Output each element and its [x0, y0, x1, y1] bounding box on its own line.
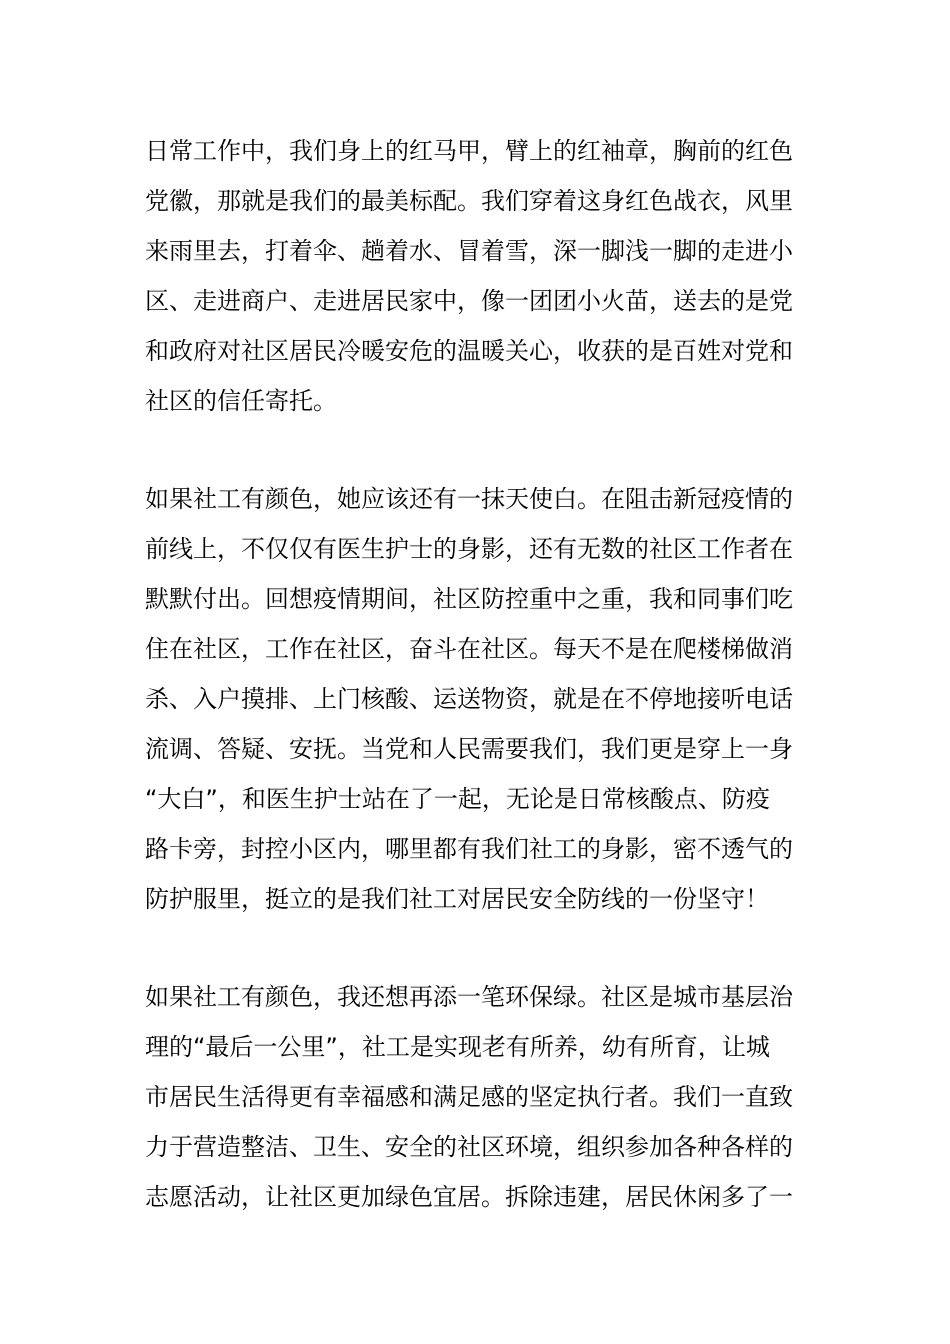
- text-line: 路卡旁，封控小区内，哪里都有我们社工的身影，密不透气的: [145, 835, 793, 863]
- paragraph-angel-white: [145, 474, 810, 924]
- text-line: 流调、答疑、安抚。当党和人民需要我们，我们更是穿上一身: [145, 735, 793, 763]
- text-line: 日常工作中，我们身上的红马甲，臂上的红袖章，胸前的红色: [145, 137, 793, 165]
- paragraph-eco-green: [145, 972, 810, 1222]
- text-line: 志愿活动，让社区更加绿色宜居。拆除违建，居民休闲多了一: [145, 1183, 793, 1211]
- text-line: 理的“最后一公里”，社工是实现老有所养，幼有所育，让城: [145, 1033, 770, 1061]
- text-line: 如果社工有颜色，她应该还有一抹天使白。在阻击新冠疫情的: [145, 485, 793, 513]
- text-line: 力于营造整洁、卫生、安全的社区环境，组织参加各种各样的: [145, 1133, 793, 1161]
- text-line: 如果社工有颜色，我还想再添一笔环保绿。社区是城市基层治: [145, 983, 793, 1011]
- text-line: 市居民生活得更有幸福感和满足感的坚定执行者。我们一直致: [145, 1083, 793, 1111]
- text-line: 默默付出。回想疫情期间，社区防控重中之重，我和同事们吃: [145, 585, 793, 613]
- text-line: 和政府对社区居民冷暖安危的温暖关心，收获的是百姓对党和: [145, 337, 793, 365]
- text-line: 前线上，不仅仅有医生护士的身影，还有无数的社区工作者在: [145, 535, 793, 563]
- text-line: 防护服里，挺立的是我们社工对居民安全防线的一份坚守！: [145, 885, 769, 913]
- text-line: 社区的信任寄托。: [145, 387, 337, 415]
- text-line: “大白”，和医生护士站在了一起，无论是日常核酸点、防疫: [145, 785, 770, 813]
- text-line: 杀、入户摸排、上门核酸、运送物资，就是在不停地接听电话: [145, 685, 793, 713]
- paragraph-red-vest: [145, 126, 810, 426]
- text-line: 住在社区，工作在社区，奋斗在社区。每天不是在爬楼梯做消: [145, 635, 793, 663]
- text-line: 党徽，那就是我们的最美标配。我们穿着这身红色战衣，风里: [145, 187, 793, 215]
- text-line: 来雨里去，打着伞、趟着水、冒着雪，深一脚浅一脚的走进小: [145, 237, 793, 265]
- text-line: 区、走进商户、走进居民家中，像一团团小火苗，送去的是党: [145, 287, 793, 315]
